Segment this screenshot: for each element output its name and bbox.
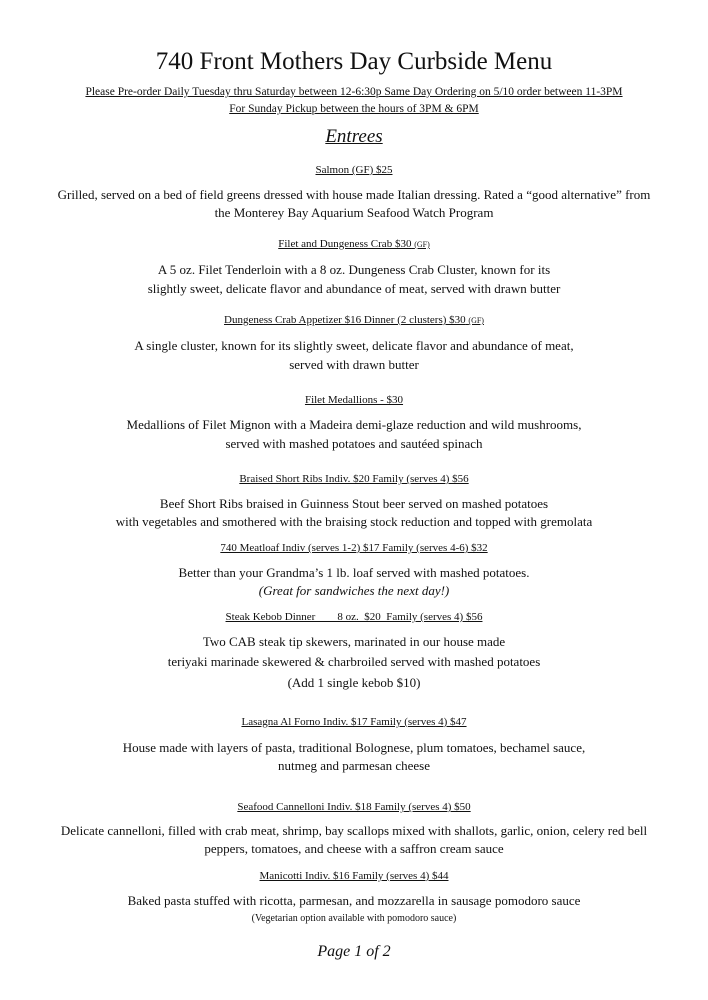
menu-item-description: Grilled, served on a bed of field greens dressed with house made Italian dressing. Rated a “good alternative” from	[57, 187, 651, 202]
menu-item-description: A single cluster, known for its slightly sweet, delicate flavor and abundance of meat,	[134, 338, 574, 353]
menu-item-heading: Steak Kebob Dinner 8 oz. $20 Family (serves 4) $56	[225, 611, 483, 623]
menu-item-description: teriyaki marinade skewered & charbroiled served with mashed potatoes	[167, 654, 541, 669]
menu-item-description: served with mashed potatoes and sautéed spinach	[225, 436, 483, 451]
menu-item-description: Better than your Grandma’s 1 lb. loaf served with mashed potatoes.	[178, 565, 530, 580]
menu-item-description: slightly sweet, delicate flavor and abundance of meat, served with drawn butter	[147, 281, 561, 296]
menu-item-description: Delicate cannelloni, filled with crab meat, shrimp, bay scallops mixed with shallots, garlic, onion, celery red bell	[60, 823, 648, 838]
menu-item-heading: Lasagna Al Forno Indiv. $17 Family (serves 4) $47	[241, 716, 467, 728]
menu-item-description: Baked pasta stuffed with ricotta, parmesan, and mozzarella in sausage pomodoro sauce	[127, 893, 581, 908]
page-number: Page 1 of 2	[317, 943, 391, 960]
section-title: Entrees	[325, 126, 383, 147]
menu-item-heading: Braised Short Ribs Indiv. $20 Family (serves 4) $56	[239, 473, 469, 485]
menu-item-description: with vegetables and smothered with the braising stock reduction and topped with gremolata	[115, 514, 593, 529]
menu-item-heading: Dungeness Crab Appetizer $16 Dinner (2 clusters) $30 (GF)	[224, 314, 484, 326]
menu-item-description: peppers, tomatoes, and cheese with a saffron cream sauce	[204, 841, 504, 856]
menu-item-heading: Salmon (GF) $25	[315, 164, 393, 176]
menu-item-heading: Seafood Cannelloni Indiv. $18 Family (serves 4) $50	[237, 801, 471, 813]
menu-item-heading: Manicotti Indiv. $16 Family (serves 4) $44	[259, 870, 449, 882]
menu-item-description: (Add 1 single kebob $10)	[287, 675, 421, 690]
menu-item-description: House made with layers of pasta, traditional Bolognese, plum tomatoes, bechamel sauce,	[122, 740, 586, 755]
menu-item-heading: Filet Medallions - $30	[304, 394, 404, 406]
menu-item-description: nutmeg and parmesan cheese	[278, 758, 430, 773]
menu-item-heading: Filet and Dungeness Crab $30 (GF)	[278, 238, 430, 250]
menu-item-heading: 740 Meatloaf Indiv (serves 1-2) $17 Family (serves 4-6) $32	[220, 542, 488, 554]
menu-item-description: Two CAB steak tip skewers, marinated in our house made	[202, 634, 506, 649]
menu-item-description: (Great for sandwiches the next day!)	[258, 583, 450, 598]
menu-item-note: (Vegetarian option available with pomodoro sauce)	[251, 913, 457, 924]
menu-item-description: the Monterey Bay Aquarium Seafood Watch Program	[214, 205, 494, 220]
sunday-pickup-note: For Sunday Pickup between the hours of 3PM & 6PM	[229, 103, 479, 115]
preorder-note: Please Pre-order Daily Tuesday thru Saturday between 12-6:30p Same Day Ordering on 5/10 order between 11-3PM	[85, 86, 623, 98]
page-title: 740 Front Mothers Day Curbside Menu	[155, 48, 553, 75]
menu-item-description: A 5 oz. Filet Tenderloin with a 8 oz. Dungeness Crab Cluster, known for its	[157, 262, 551, 277]
menu-item-description: Medallions of Filet Mignon with a Madeira demi-glaze reduction and wild mushrooms,	[126, 417, 582, 432]
menu-item-description: Beef Short Ribs braised in Guinness Stout beer served on mashed potatoes	[159, 496, 549, 511]
menu-item-description: served with drawn butter	[289, 357, 419, 372]
